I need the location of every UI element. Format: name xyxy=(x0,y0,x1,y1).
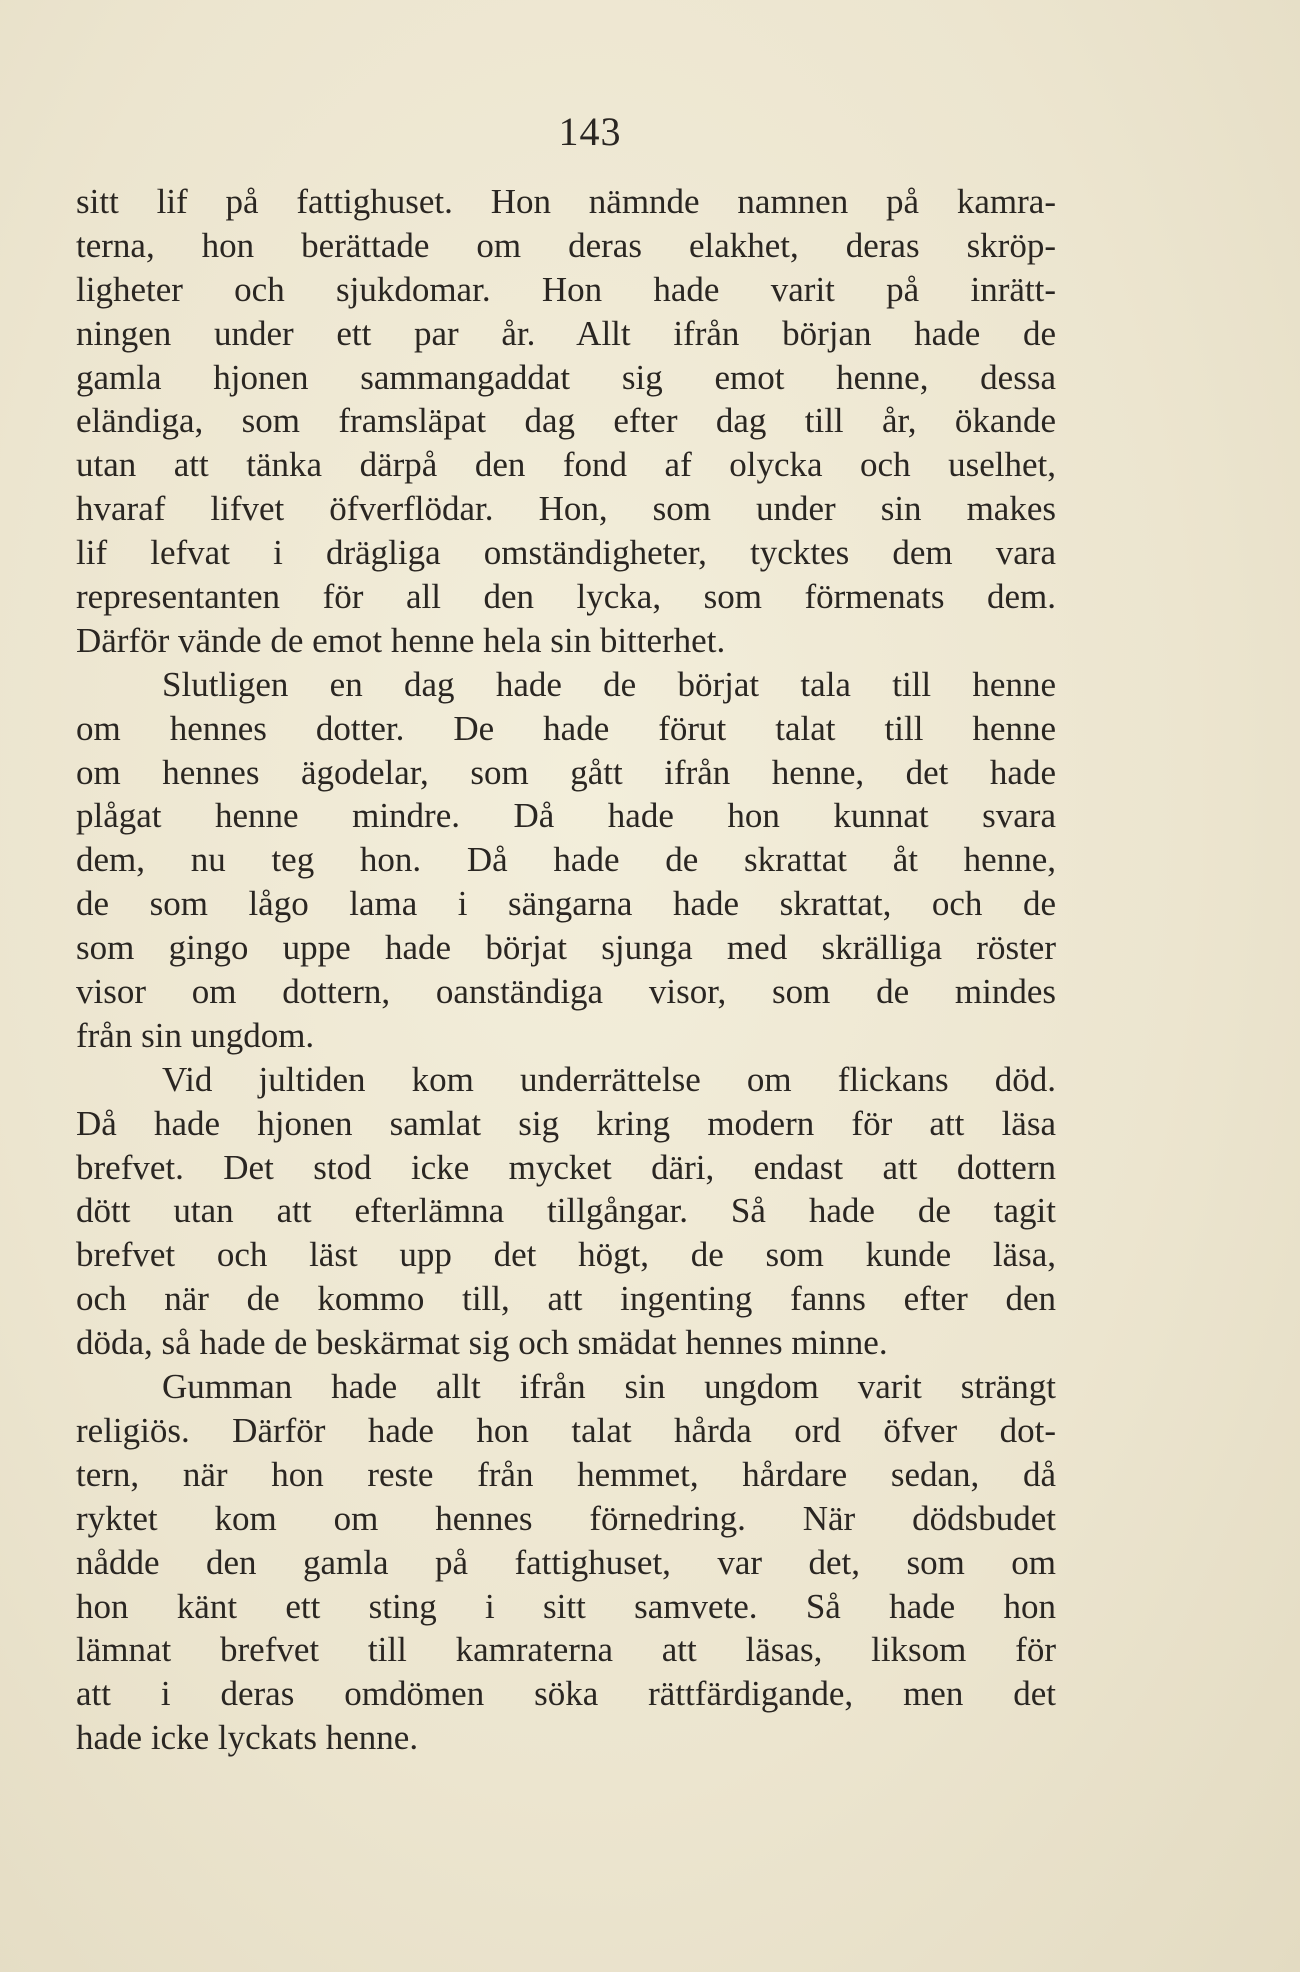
text-line: dem, nu teg hon. Då hade de skrattat åt henne, xyxy=(76,840,1056,880)
text-line: ningen under ett par år. Allt ifrån början hade de xyxy=(76,313,1056,353)
text-line: lämnat brefvet till kamraterna att läsas, liksom för xyxy=(76,1630,1056,1670)
text-line: utan att tänka därpå den fond af olycka och uselhet, xyxy=(76,445,1056,485)
paragraph-end-line: Därför vände de emot henne hela sin bitterhet. xyxy=(76,620,726,660)
paragraph-end-line: döda, så hade de beskärmat sig och smädat hennes minne. xyxy=(76,1323,888,1363)
body-text xyxy=(76,180,1056,1760)
text-line: Då hade hjonen samlat sig kring modern för att läsa xyxy=(76,1103,1056,1143)
text-line: sitt lif på fattighuset. Hon nämnde namnen på kamra- xyxy=(76,182,1056,221)
text-line: religiös. Därför hade hon talat hårda ord öfver dot- xyxy=(76,1410,1056,1450)
text-line: dött utan att efterlämna tillgångar. Så hade de tagit xyxy=(76,1191,1056,1231)
text-line: brefvet och läst upp det högt, de som kunde läsa, xyxy=(76,1235,1056,1275)
text-line: ligheter och sjukdomar. Hon hade varit på inrätt- xyxy=(76,269,1056,309)
text-line: ryktet kom om hennes förnedring. När dödsbudet xyxy=(76,1498,1056,1538)
paragraph-start-line: Gumman hade allt ifrån sin ungdom varit strängt xyxy=(162,1367,1056,1407)
text-line: hon känt ett sting i sitt samvete. Så hade hon xyxy=(76,1586,1056,1626)
text-line: om hennes ägodelar, som gått ifrån henne, det hade xyxy=(76,752,1056,792)
paragraph-end-line: hade icke lyckats henne. xyxy=(76,1718,419,1758)
paragraph-end-line: från sin ungdom. xyxy=(76,1015,315,1055)
text-line: representanten för all den lycka, som förmenats dem. xyxy=(76,577,1056,617)
text-line: visor om dottern, oanständiga visor, som de mindes xyxy=(76,972,1056,1012)
paragraph-start-line: Slutligen en dag hade de börjat tala till henne xyxy=(162,664,1056,704)
text-line: plågat henne mindre. Då hade hon kunnat svara xyxy=(76,796,1056,836)
page-number: 143 xyxy=(558,109,622,154)
text-line: tern, när hon reste från hemmet, hårdare sedan, då xyxy=(76,1454,1056,1494)
paragraph-start-line: Vid jultiden kom underrättelse om flickans död. xyxy=(162,1059,1056,1099)
text-line: och när de kommo till, att ingenting fanns efter den xyxy=(76,1279,1056,1319)
text-line: som gingo uppe hade börjat sjunga med skrälliga röster xyxy=(76,928,1056,968)
text-line: terna, hon berättade om deras elakhet, deras skröp- xyxy=(76,225,1056,265)
text-line: eländiga, som framsläpat dag efter dag till år, ökande xyxy=(76,401,1056,441)
text-line: gamla hjonen sammangaddat sig emot henne, dessa xyxy=(76,357,1056,397)
text-line: brefvet. Det stod icke mycket däri, endast att dottern xyxy=(76,1147,1056,1187)
text-line: att i deras omdömen söka rättfärdigande, men det xyxy=(76,1674,1056,1714)
text-line: lif lefvat i drägliga omständigheter, tycktes dem vara xyxy=(76,533,1056,573)
text-line: nådde den gamla på fattighuset, var det, som om xyxy=(76,1542,1056,1582)
text-line: hvaraf lifvet öfverflödar. Hon, som under sin makes xyxy=(76,489,1056,529)
text-line: om hennes dotter. De hade förut talat till henne xyxy=(76,708,1056,748)
text-line: de som lågo lama i sängarna hade skrattat, och de xyxy=(76,884,1056,924)
